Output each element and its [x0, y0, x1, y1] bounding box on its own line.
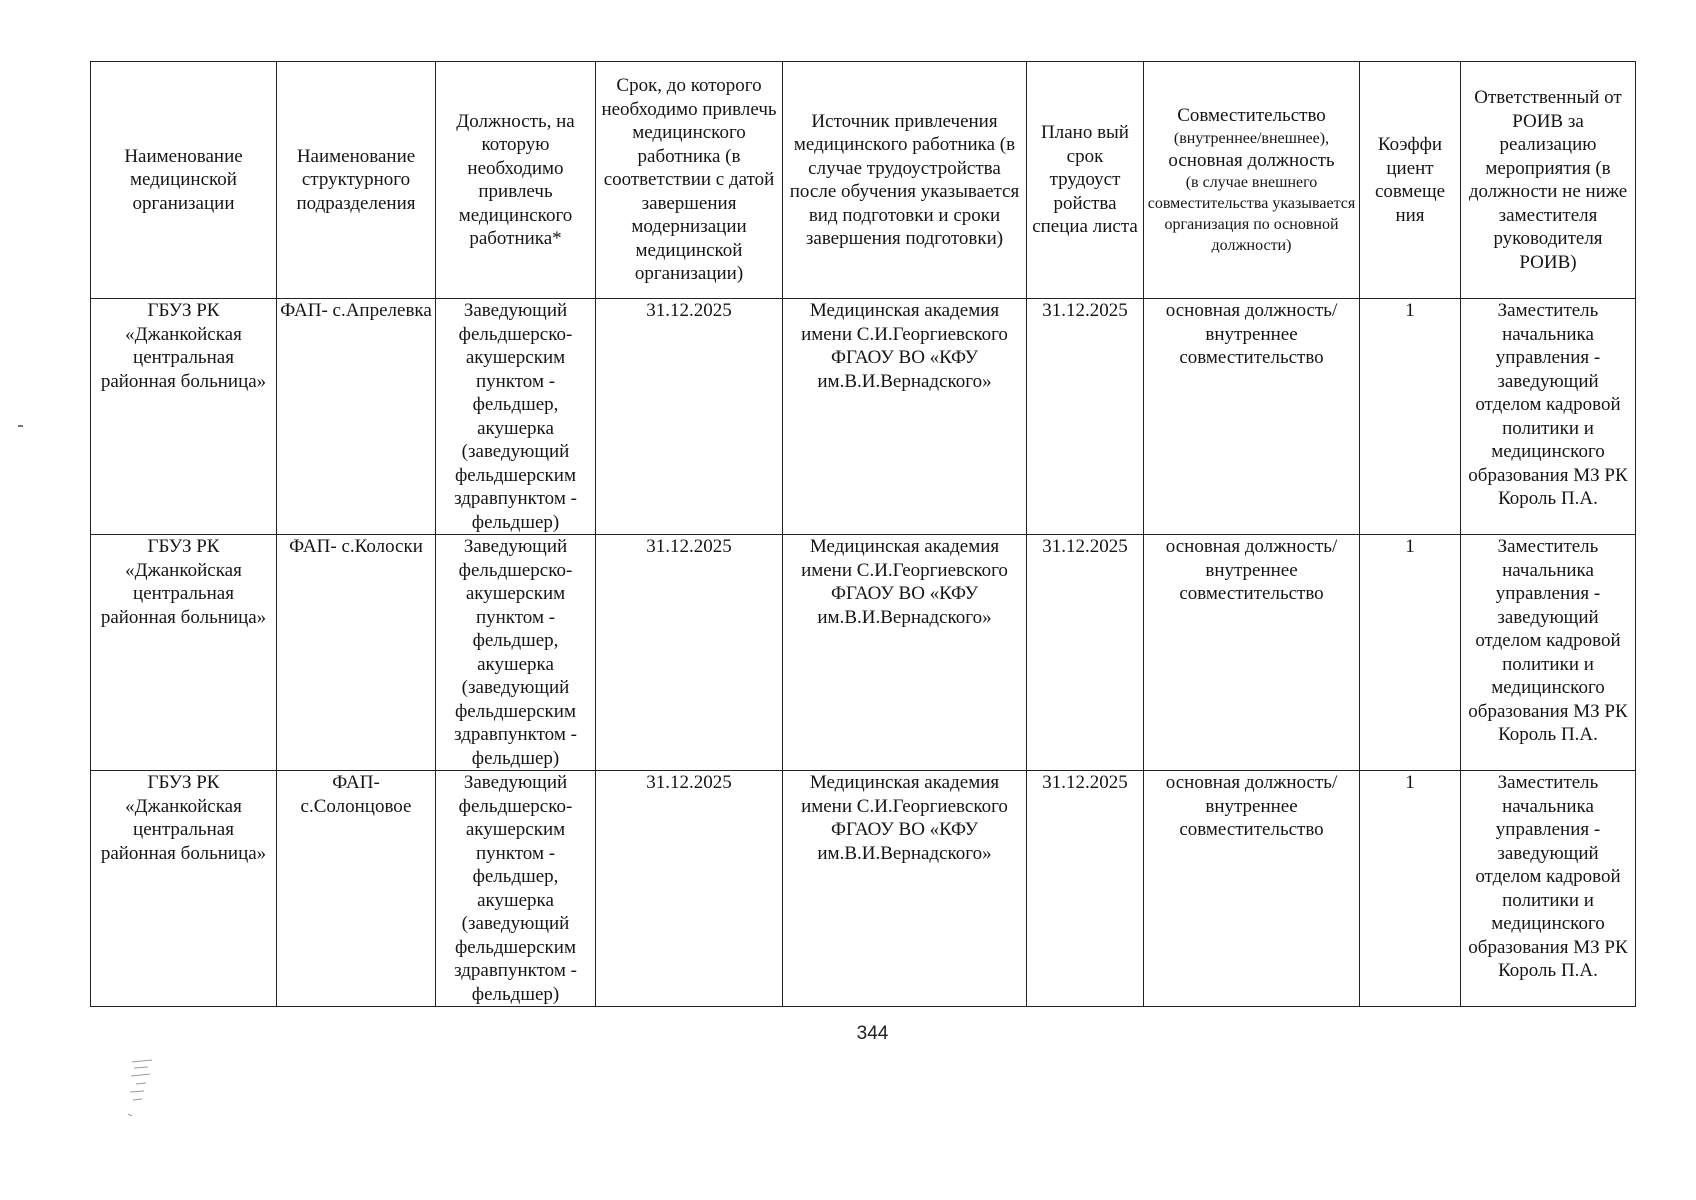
table-row [91, 299, 1636, 535]
cell-unit: ФАП- с.Солонцовое [277, 771, 436, 1007]
page-number: 344 [856, 1023, 889, 1044]
scan-artifact-marks [128, 1058, 156, 1118]
staffing-table [90, 61, 1636, 1007]
cell-position: Заведующий фельдшерско-акушерским пунктом - фельдшер, акушерка (заведующий фельдшерским здравпунктом - фельдшер) [436, 299, 596, 535]
header-planned: Плано вый срок трудоуст ройства специа листа [1027, 62, 1144, 299]
table-header-row [91, 62, 1636, 299]
header-sovm-sub1: (внутреннее/внешнее), [1173, 129, 1330, 147]
cell-position: Заведующий фельдшерско-акушерским пунктом - фельдшер, акушерка (заведующий фельдшерским здравпунктом - фельдшер) [436, 771, 596, 1007]
header-coef: Коэффи циент совмеще ния [1360, 62, 1461, 299]
cell-unit: ФАП- с.Колоски [277, 535, 436, 771]
header-org: Наименование медицинской организации [91, 62, 277, 299]
cell-planned: 31.12.2025 [1027, 771, 1144, 1007]
cell-deadline: 31.12.2025 [596, 299, 783, 535]
cell-planned: 31.12.2025 [1027, 299, 1144, 535]
header-sovm [1144, 62, 1360, 299]
cell-sovm: основная должность/ внутреннее совместительство [1144, 535, 1360, 771]
cell-source: Медицинская академия имени С.И.Георгиевского ФГАОУ ВО «КФУ им.В.И.Вернадского» [783, 535, 1027, 771]
cell-position: Заведующий фельдшерско-акушерским пунктом - фельдшер, акушерка (заведующий фельдшерским здравпунктом - фельдшер) [436, 535, 596, 771]
header-position: Должность, на которую необходимо привлечь медицинского работника* [436, 62, 596, 299]
cell-unit: ФАП- с.Апрелевка [277, 299, 436, 535]
cell-source: Медицинская академия имени С.И.Георгиевского ФГАОУ ВО «КФУ им.В.И.Вернадского» [783, 771, 1027, 1007]
header-sovm-title: Совместительство [1177, 105, 1326, 126]
header-deadline: Срок, до которого необходимо привлечь медицинского работника (в соответствии с датой завершения модернизации медицинской организации) [596, 62, 783, 299]
cell-org: ГБУЗ РК «Джанкойская центральная районная больница» [91, 535, 277, 771]
table-row [91, 771, 1636, 1007]
header-sovm-sub2: (в случае внешнего совместительства указывается организация по основной должности) [1147, 174, 1356, 254]
cell-sovm: основная должность/ внутреннее совместительство [1144, 771, 1360, 1007]
cell-responsible: Заместитель начальника управления - заведующий отделом кадровой политики и медицинского образования МЗ РК Король П.А. [1461, 299, 1636, 535]
cell-sovm: основная должность/ внутреннее совместительство [1144, 299, 1360, 535]
cell-planned: 31.12.2025 [1027, 535, 1144, 771]
cell-responsible: Заместитель начальника управления - заведующий отделом кадровой политики и медицинского образования МЗ РК Король П.А. [1461, 771, 1636, 1007]
header-responsible: Ответственный от РОИВ за реализацию мероприятия (в должности не ниже заместителя руководителя РОИВ) [1461, 62, 1636, 299]
cell-coef: 1 [1360, 535, 1461, 771]
header-source: Источник привлечения медицинского работника (в случае трудоустройства после обучения указывается вид подготовки и сроки завершения подготовки) [783, 62, 1027, 299]
table-row [91, 535, 1636, 771]
cell-responsible: Заместитель начальника управления - заведующий отделом кадровой политики и медицинского образования МЗ РК Король П.А. [1461, 535, 1636, 771]
scan-speck [18, 425, 23, 427]
cell-org: ГБУЗ РК «Джанкойская центральная районная больница» [91, 771, 277, 1007]
cell-deadline: 31.12.2025 [596, 535, 783, 771]
header-unit: Наименование структурного подразделения [277, 62, 436, 299]
cell-source: Медицинская академия имени С.И.Георгиевского ФГАОУ ВО «КФУ им.В.И.Вернадского» [783, 299, 1027, 535]
cell-org: ГБУЗ РК «Джанкойская центральная районная больница» [91, 299, 277, 535]
header-sovm-main2: основная должность [1168, 149, 1335, 171]
cell-coef: 1 [1360, 771, 1461, 1007]
cell-coef: 1 [1360, 299, 1461, 535]
cell-deadline: 31.12.2025 [596, 771, 783, 1007]
